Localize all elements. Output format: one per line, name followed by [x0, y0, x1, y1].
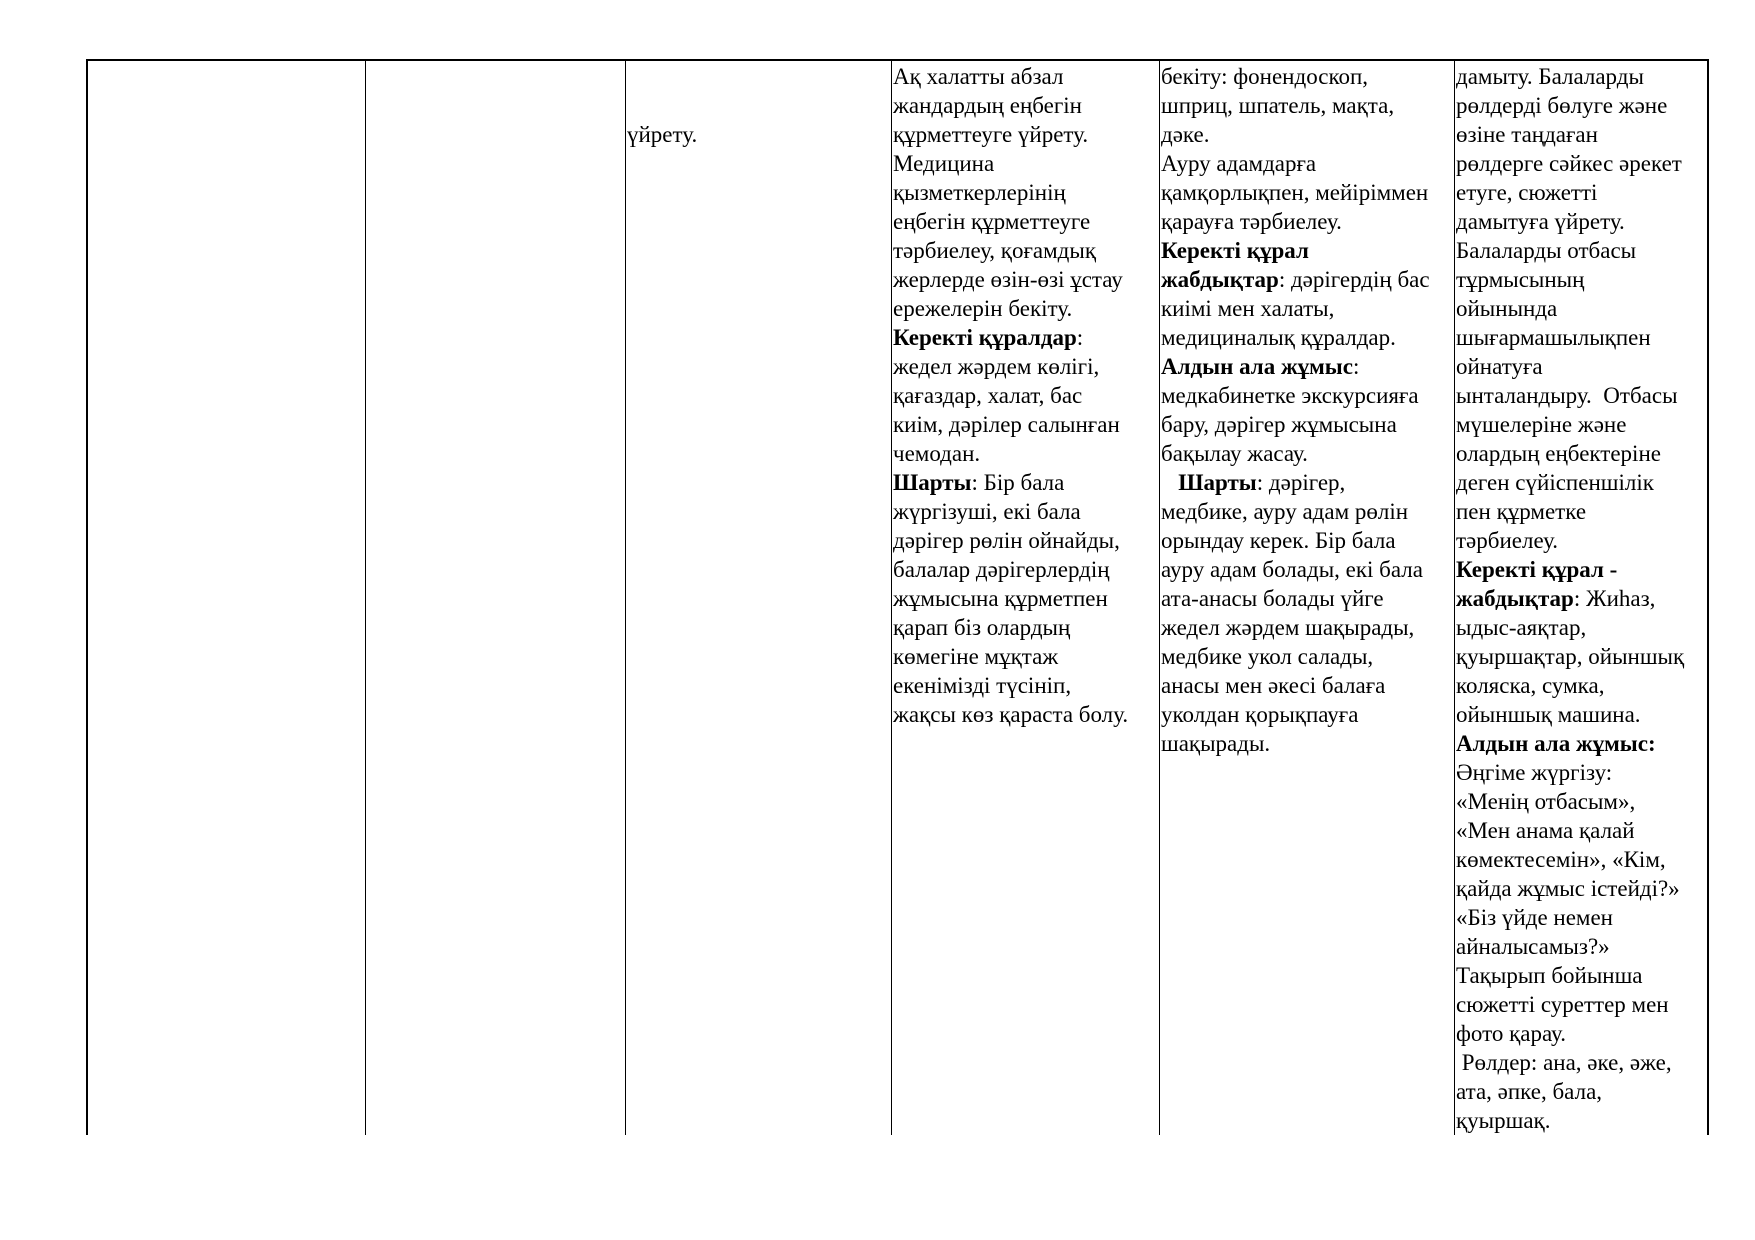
cell-text: : Жиһаз, ыдыс-аяқтар, қуыршақтар, ойыншық коляска, сумка, ойыншық машина.	[1456, 586, 1685, 727]
column-divider-5	[1454, 59, 1455, 1135]
cell-bold-text: Шарты	[893, 470, 972, 495]
table-cell-col6	[1456, 62, 1706, 1135]
table-cell-col3	[627, 62, 889, 207]
cell-text: бекіту: фонендоскоп, шприц, шпатель, мақта, дәке. Ауру адамдарға қамқорлықпен, мейіріммен қарауға тәрбиелеу.	[1161, 64, 1429, 234]
table-border-left	[86, 59, 88, 1135]
table-cell-col4	[893, 62, 1157, 729]
cell-bold-text: Алдын ала жұмыс	[1161, 354, 1353, 379]
cell-text: : дәрігер, медбике, ауру адам рөлін орындау керек. Бір бала ауру адам болады, екі бала ата-анасы болады үйге жедел жәрдем шақырады, медбике укол салады, анасы мен әкесі балаға уколдан қорықпауға шақырады.	[1161, 470, 1423, 756]
cell-bold-text: Шарты	[1178, 470, 1257, 495]
cell-text: дамыту. Балаларды рөлдерді бөлуге және өзіне таңдаған рөлдерге сәйкес әрекет етуге, сюжетті дамытуға үйрету. Балаларды отбасы тұрмысының ойынында шығармашылықпен ойнатуға ынталандыру. Отбасы мүшелеріне және олардың еңбектеріне деген сүйіспеншілік пен құрметке тәрбиелеу.	[1456, 64, 1682, 553]
cell-text: Ақ халатты абзал жандардың еңбегін құрметтеуге үйрету. Медицина қызметкерлерінің еңбегін құрметтеуге тәрбиелеу, қоғамдық жерлерде өзін-өзі ұстау ережелерін бекіту.	[893, 64, 1123, 321]
column-divider-2	[625, 59, 626, 1135]
cell-text: : дәрігердің бас киімі мен халаты, медициналық құралдар.	[1161, 267, 1430, 350]
cell-text: : медкабинетке экскурсияға бару, дәрігер жұмысына бақылау жасау.	[1161, 354, 1419, 466]
cell-text: : жедел жәрдем көлігі, қағаздар, халат, бас киім, дәрілер салынған чемодан.	[893, 325, 1120, 466]
cell-bold-text: Керекті құрал жабдықтар	[1161, 238, 1309, 292]
table-border-right	[1707, 59, 1709, 1135]
cell-text: Әңгіме жүргізу: «Менің отбасым», «Мен анама қалай көмектесемін», «Кім, қайда жұмыс істейді?» «Біз үйде немен айналысамыз?» Тақырып бойынша сюжетті суреттер мен фото қарау. Рөлдер: ана, әке, әже, ата, әпке, бала, қуыршақ.	[1456, 760, 1680, 1133]
table-cell-col5	[1161, 62, 1453, 758]
cell-text: үйрету.	[627, 122, 698, 147]
table-top-border	[86, 59, 1709, 61]
column-divider-3	[891, 59, 892, 1135]
column-divider-1	[365, 59, 366, 1135]
cell-text: : Бір бала жүргізуші, екі бала дәрігер рөлін ойнайды, балалар дәрігерлердің жұмысына құрметпен қарап біз олардың көмегіне мұқтаж екенімізді түсініп, жақсы көз қараста болу.	[893, 470, 1129, 727]
column-divider-4	[1159, 59, 1160, 1135]
cell-bold-text: Керекті құрал - жабдықтар	[1456, 557, 1618, 611]
cell-bold-text: Алдын ала жұмыс:	[1456, 731, 1656, 756]
cell-bold-text: Керекті құралдар	[893, 325, 1077, 350]
